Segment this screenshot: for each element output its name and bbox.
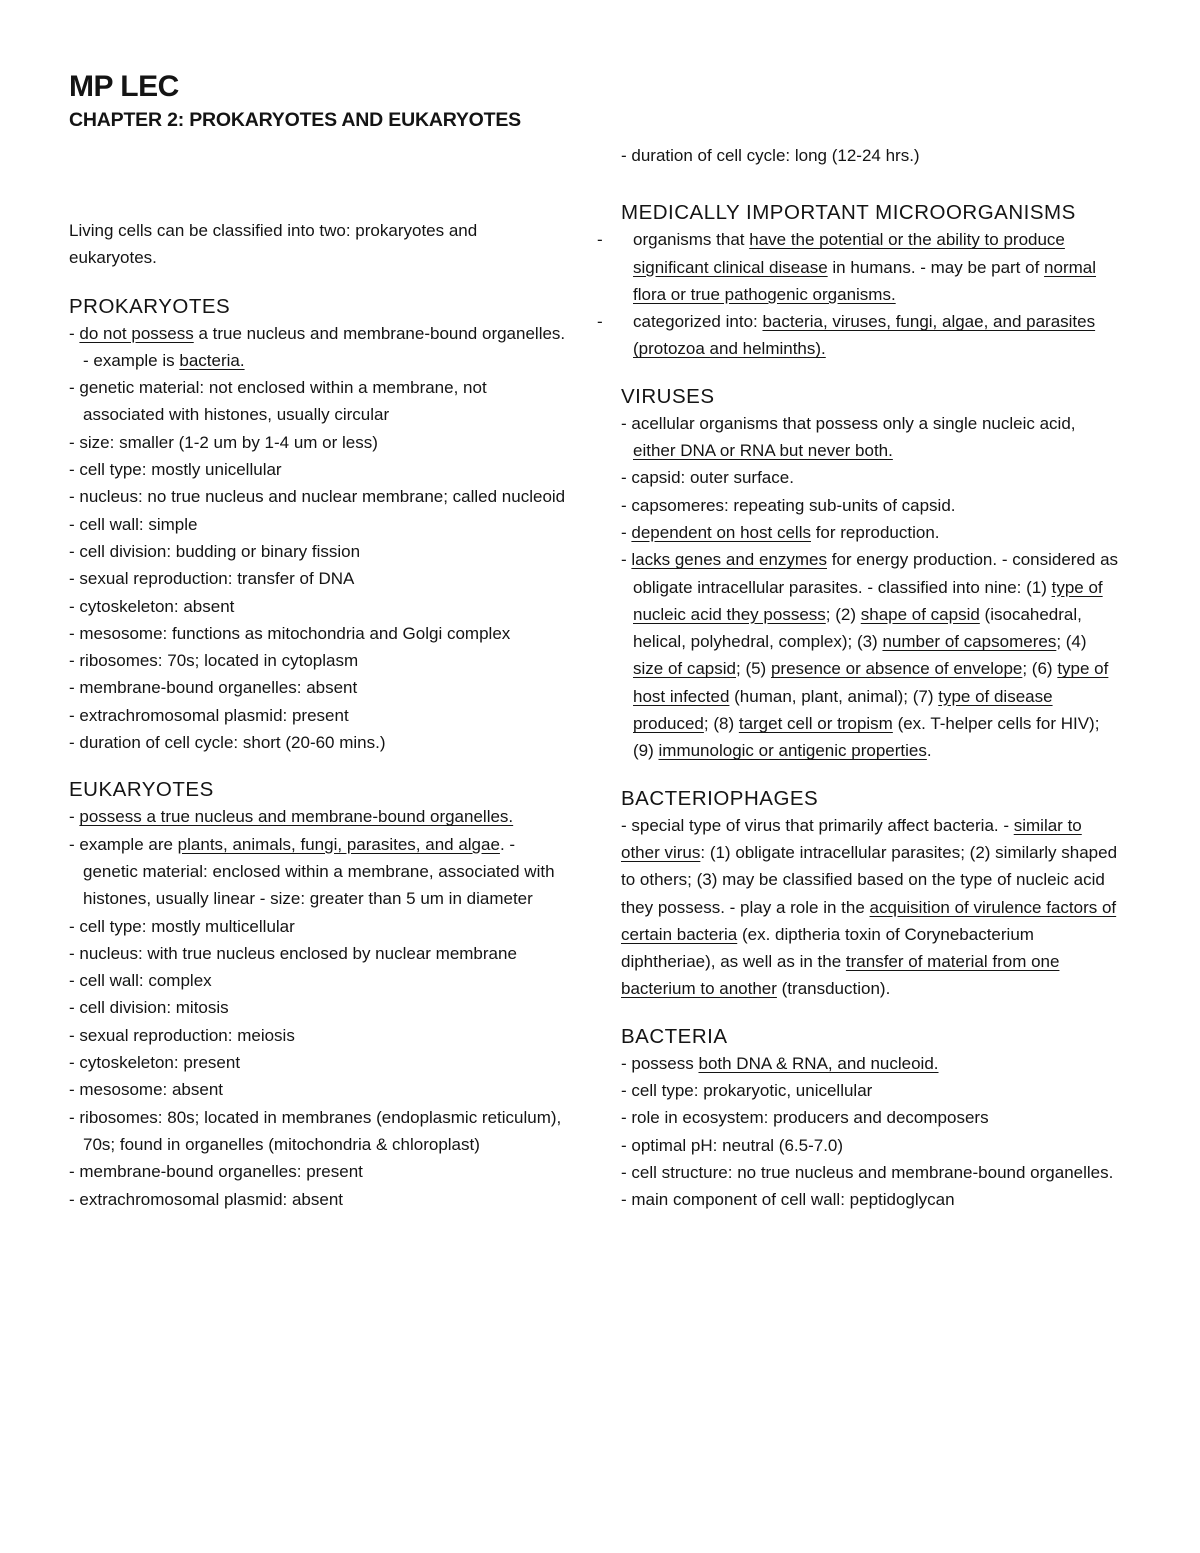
list-item: - duration of cell cycle: short (20-60 mins.) xyxy=(69,733,386,753)
list-item: - cell type: mostly unicellular xyxy=(69,460,282,480)
underlined-text: type of disease produced xyxy=(633,686,1053,734)
list-item: - possess both DNA & RNA, and nucleoid. xyxy=(621,1053,939,1073)
underlined-text: plants, animals, fungi, parasites, and algae xyxy=(177,834,500,854)
list-item: - mesosome: absent xyxy=(69,1080,224,1100)
list-item: - lacks genes and enzymes for energy production. - considered as obligate intracellular parasites. - classified into nine: (1) type of nucleic acid they possess; (2) shape of capsid (isocahedral, helical, polyhedral, complex); (3) number of capsomeres; (4) size of capsid; (5) presence or absence of envelope; (6) type of host infected (human, plant, animal); (7) type of disease produced; (8) target cell or tropism (ex. T-helper cells for HIV); (9) immunologic or antigenic properties. xyxy=(621,550,1119,761)
underlined-text: acquisition of virulence factors of certain bacteria xyxy=(621,897,1117,944)
list-item: - ribosomes: 80s; located in membranes (endoplasmic reticulum), 70s; found in organelles (mitochondria & chloroplast) xyxy=(69,1107,562,1154)
list-item: - cell wall: simple xyxy=(69,514,198,534)
bacteriophages-heading: BACTERIOPHAGES xyxy=(621,786,819,810)
list-item: - cytoskeleton: present xyxy=(69,1053,241,1073)
list-item: - sexual reproduction: transfer of DNA xyxy=(69,569,355,589)
list-item: - capsid: outer surface. xyxy=(621,468,794,488)
list-item: - do not possess a true nucleus and membrane-bound organelles. - example is bacteria. xyxy=(69,323,566,370)
medically-important-list xyxy=(597,226,1121,362)
intro-paragraph: Living cells can be classified into two: prokaryotes and eukaryotes. xyxy=(69,221,478,268)
list-item: - size: smaller (1-2 um by 1-4 um or less) xyxy=(69,432,378,452)
list-item: - membrane-bound organelles: absent xyxy=(69,678,358,698)
list-item: - main component of cell wall: peptidoglycan xyxy=(621,1190,955,1210)
viruses-heading: VIRUSES xyxy=(621,384,715,408)
underlined-text: dependent on host cells xyxy=(631,522,811,542)
underlined-text: have the potential or the ability to produce significant clinical disease xyxy=(633,230,1065,277)
underlined-text: similar to other virus xyxy=(621,815,1082,862)
eukaryotes-heading: EUKARYOTES xyxy=(69,778,214,802)
bacteria-list xyxy=(621,1050,1121,1214)
underlined-text: do not possess xyxy=(79,323,194,343)
list-item: - cell wall: complex xyxy=(69,971,212,991)
prokaryotes-heading: PROKARYOTES xyxy=(69,294,231,318)
list-item: - cell structure: no true nucleus and membrane-bound organelles. xyxy=(621,1162,1114,1182)
prokaryotes-list xyxy=(69,320,569,757)
underlined-text: presence or absence of envelope xyxy=(770,659,1023,679)
list-item: - possess a true nucleus and membrane-bound organelles. xyxy=(69,807,514,827)
eukaryotes-list xyxy=(69,803,569,1212)
viruses-list xyxy=(621,410,1121,765)
list-item: - sexual reproduction: meiosis xyxy=(69,1025,295,1045)
bacteria-heading: BACTERIA xyxy=(621,1024,728,1048)
list-item: - nucleus: no true nucleus and nuclear membrane; called nucleoid xyxy=(69,487,566,507)
list-item: - cell type: mostly multicellular xyxy=(69,916,295,936)
list-item: - role in ecosystem: producers and decomposers xyxy=(621,1108,989,1128)
list-item: - mesosome: functions as mitochondria and Golgi complex xyxy=(69,623,511,643)
document-title: MP LEC xyxy=(69,70,179,103)
cell-cycle-duration: duration of cell cycle: long (12-24 hrs.) xyxy=(631,146,920,165)
underlined-text: transfer of material from one bacterium to another xyxy=(621,952,1060,999)
list-item: - genetic material: not enclosed within a membrane, not associated with histones, usually circular xyxy=(69,378,487,425)
underlined-text: possess a true nucleus and membrane-bound organelles. xyxy=(79,807,514,827)
list-item: - optimal pH: neutral (6.5-7.0) xyxy=(621,1135,844,1155)
underlined-text: target cell or tropism xyxy=(738,714,893,734)
underlined-text: size of capsid xyxy=(633,659,736,679)
list-item: - extrachromosomal plasmid: present xyxy=(69,705,349,725)
list-item: - categorized into: bacteria, viruses, fungi, algae, and parasites (protozoa and helminths). xyxy=(621,308,1121,363)
list-item: - cell division: mitosis xyxy=(69,998,229,1018)
underlined-text: immunologic or antigenic properties xyxy=(658,741,927,761)
list-item: - ribosomes: 70s; located in cytoplasm xyxy=(69,651,359,671)
underlined-text: lacks genes and enzymes xyxy=(631,550,827,570)
underlined-text: number of capsomeres xyxy=(882,632,1057,652)
list-item: - capsomeres: repeating sub-units of capsid. xyxy=(621,495,956,515)
list-item: - cytoskeleton: absent xyxy=(69,596,235,616)
underlined-text: either DNA or RNA but never both. xyxy=(633,441,893,461)
underlined-text: shape of capsid xyxy=(860,604,980,624)
list-item: - dependent on host cells for reproduction. xyxy=(621,522,940,542)
list-item: - example are plants, animals, fungi, parasites, and algae. - genetic material: enclosed within a membrane, associated with histones, usually linear - size: greater than 5 um in diameter xyxy=(69,834,555,909)
list-item: - cell type: prokaryotic, unicellular xyxy=(621,1081,873,1101)
bacteriophages-paragraph: - special type of virus that primarily affect bacteria. - similar to other virus: (1) obligate intracellular parasites; (2) similarly shaped to others; (3) may be classified based on the type of nucleic acid they possess. - play a role in the acquisition of virulence factors of certain bacteria (ex. diptheria toxin of Corynebacterium diphtheriae), as well as in the transfer of material from one bacterium to another (transduction). xyxy=(621,815,1118,999)
list-item: - cell division: budding or binary fission xyxy=(69,541,361,561)
right-column xyxy=(597,142,1121,1214)
underlined-text: both DNA & RNA, and nucleoid. xyxy=(698,1053,939,1073)
bullet-dash: - xyxy=(597,230,603,250)
underlined-text: type of host infected xyxy=(633,659,1109,706)
medically-important-heading: MEDICALLY IMPORTANT MICROORGANISMS xyxy=(621,201,1076,225)
list-item: - membrane-bound organelles: present xyxy=(69,1162,363,1182)
chapter-title: CHAPTER 2: PROKARYOTES AND EUKARYOTES xyxy=(69,109,521,131)
list-item: - nucleus: with true nucleus enclosed by nuclear membrane xyxy=(69,943,517,963)
list-item: - duration of cell cycle: long (12-24 hrs.) xyxy=(621,146,920,165)
left-column xyxy=(69,217,569,1213)
bullet-dash: - xyxy=(597,312,603,332)
underlined-text: normal flora or true pathogenic organisms. xyxy=(633,257,1097,304)
list-item: - extrachromosomal plasmid: absent xyxy=(69,1189,344,1209)
underlined-text: bacteria. xyxy=(179,350,245,370)
underlined-text: bacteria, viruses, fungi, algae, and parasites (protozoa and helminths). xyxy=(633,312,1096,359)
list-item: - organisms that have the potential or the ability to produce significant clinical disease in humans. - may be part of normal flora or true pathogenic organisms. xyxy=(621,226,1121,308)
underlined-text: type of nucleic acid they possess xyxy=(633,577,1103,624)
list-item: - acellular organisms that possess only a single nucleic acid, either DNA or RNA but never both. xyxy=(621,413,1076,461)
